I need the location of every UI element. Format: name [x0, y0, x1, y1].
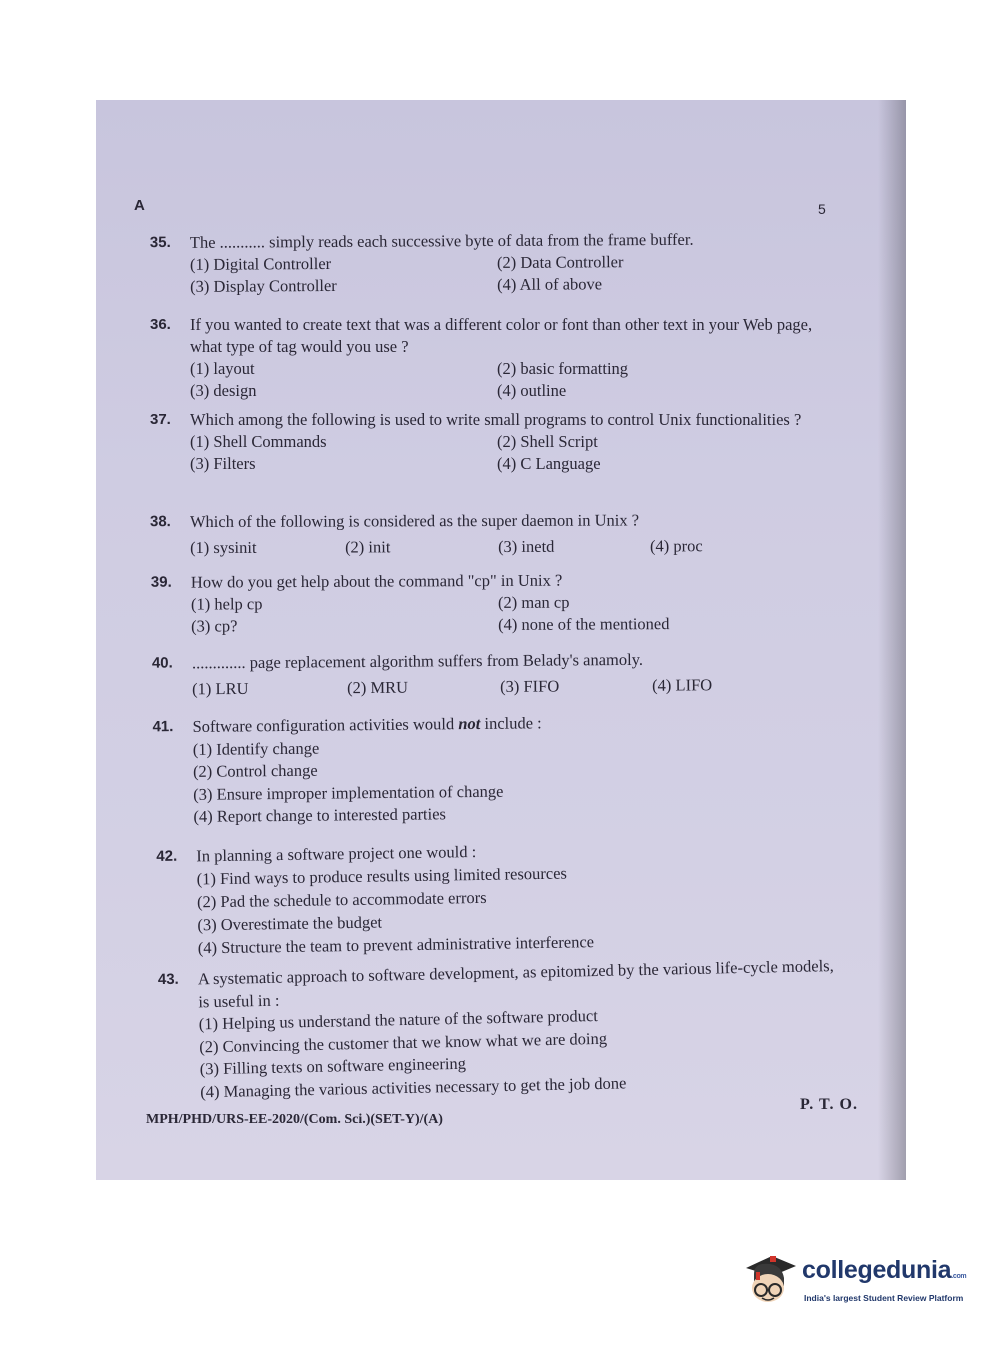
option-4: (4) LIFO: [652, 675, 713, 695]
pto-label: P. T. O.: [800, 1096, 858, 1113]
question-stem: A systematic approach to software development, as epitomized by the various life-cycle models, is useful in :: [197, 956, 834, 1011]
stem-text: include :: [480, 713, 542, 733]
question-36: [150, 314, 830, 402]
option-2: (2) Shell Script: [497, 432, 598, 451]
option-1: (1) Digital Controller: [189, 253, 332, 274]
question-paper-photo: [96, 100, 906, 1180]
option-2: (2) basic formatting: [497, 359, 629, 378]
option-4: (4) outline: [497, 381, 567, 400]
question-41: [152, 710, 793, 829]
option-2: (2) init: [345, 537, 391, 557]
logo-suffix: .com: [951, 1273, 967, 1280]
option-2: (2) Convincing the customer that we know what we are doing: [199, 1028, 608, 1056]
question-stem: ............. page replacement algorithm suffers from Belady's anamoly.: [191, 649, 644, 673]
set-letter: A: [134, 197, 145, 214]
page-number: 5: [818, 201, 826, 217]
option-1: (1) Identify change: [192, 738, 320, 759]
option-1: (1) sysinit: [190, 537, 257, 558]
option-3: (3) Ensure improper implementation of change: [193, 781, 504, 804]
question-number: 43.: [157, 970, 179, 989]
question-40: [152, 647, 832, 700]
mascot-icon: [742, 1252, 798, 1312]
logo-tagline: India's largest Student Review Platform: [804, 1293, 964, 1303]
question-stem: In planning a software project one would :: [196, 842, 477, 866]
question-37: [150, 409, 832, 475]
option-1: (1) help cp: [190, 594, 263, 614]
option-3: (3) design: [190, 381, 257, 400]
option-1: (1) Helping us understand the nature of the software product: [198, 1005, 599, 1034]
question-43: [158, 955, 846, 1104]
question-number: 41.: [152, 718, 174, 736]
question-number: 39.: [150, 573, 172, 591]
option-4: (4) Managing the various activities necessary to get the job done: [200, 1072, 627, 1101]
option-1: (1) layout: [190, 359, 255, 378]
option-1: (1) LRU: [192, 678, 249, 699]
option-4: (4) Structure the team to prevent administrative interference: [197, 932, 595, 958]
question-stem: The ........... simply reads each successive byte of data from the frame buffer.: [189, 229, 694, 252]
option-3: (3) FIFO: [500, 676, 560, 696]
logo-name: collegedunia: [802, 1256, 952, 1284]
logo-wordmark: [802, 1256, 966, 1285]
question-number: 38.: [149, 513, 171, 531]
question-42: [156, 835, 798, 960]
question-number: 37.: [150, 411, 171, 428]
question-35: [150, 228, 830, 298]
question-stem: Which of the following is considered as the super daemon in Unix ?: [189, 510, 640, 532]
option-2: (2) Pad the schedule to accommodate errors: [196, 887, 487, 912]
paper-code: MPH/PHD/URS-EE-2020/(Com. Sci.)(SET-Y)/(A): [146, 1112, 443, 1127]
question-stem: How do you get help about the command "cp" in Unix ?: [190, 570, 563, 592]
option-2: (2) MRU: [347, 677, 409, 698]
question-number: 40.: [151, 654, 173, 672]
question-stem: If you wanted to create text that was a different color or font than other text in your Web page, what type of tag would you use ?: [190, 315, 813, 356]
option-4: (4) All of above: [497, 274, 603, 294]
question-number: 35.: [149, 233, 171, 252]
option-2: (2) man cp: [497, 592, 570, 612]
option-1: (1) Shell Commands: [190, 432, 327, 451]
option-3: (3) Display Controller: [190, 275, 337, 296]
stem-text: Software configuration activities would: [192, 714, 459, 736]
question-number: 42.: [156, 847, 178, 866]
question-38: [150, 509, 830, 559]
question-39: [151, 568, 831, 638]
option-3: (3) cp?: [191, 616, 238, 636]
option-3: (3) Overestimate the budget: [197, 912, 383, 935]
option-3: (3) Filters: [190, 454, 256, 473]
option-3: (3) Filling texts on software engineering: [199, 1053, 467, 1079]
option-4: (4) none of the mentioned: [498, 614, 670, 634]
stem-emphasis: not: [458, 713, 481, 734]
option-4: (4) Report change to interested parties: [193, 804, 447, 826]
option-1: (1) Find ways to produce results using limited resources: [196, 863, 568, 889]
option-3: (3) inetd: [498, 536, 555, 556]
question-sheet: [96, 100, 906, 1180]
question-number: 36.: [150, 316, 171, 333]
collegedunia-logo: [742, 1248, 972, 1318]
option-2: (2) Data Controller: [496, 252, 624, 272]
option-4: (4) proc: [650, 536, 703, 556]
option-4: (4) C Language: [497, 454, 601, 473]
option-2: (2) Control change: [192, 760, 318, 781]
question-stem: Which among the following is used to write small programs to control Unix functionalities ?: [190, 410, 802, 429]
